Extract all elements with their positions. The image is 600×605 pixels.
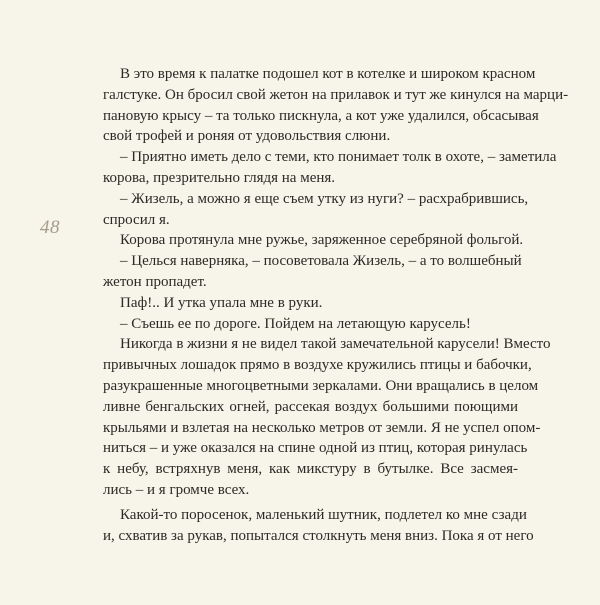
text-line: – Жизель, а можно я еще съем утку из нуги? – расхрабрившись, <box>120 190 529 207</box>
text-line: к небу, встряхнув меня, как микстуру в бутылке. Все засмея- <box>103 461 518 478</box>
text-line: свой трофей и роняя от удовольствия слюни. <box>103 128 391 145</box>
text-line: крыльями и взлетая на несколько метров от земли. Я не успел опом- <box>103 419 541 436</box>
text-line: ливне бенгальских огней, рассекая воздух большими поющими <box>103 398 518 415</box>
page-number: 48 <box>40 217 60 238</box>
body-text <box>103 64 569 546</box>
text-line: лись – и я громче всех. <box>103 481 250 498</box>
text-line: – Съешь ее по дороге. Пойдем на летающую карусель! <box>120 315 471 332</box>
text-line: В это время к палатке подошел кот в котелке и широком красном <box>120 66 536 82</box>
text-line: спросил я. <box>103 211 170 228</box>
text-line: Паф!.. И утка упала мне в руки. <box>120 294 323 311</box>
text-line: галстуке. Он бросил свой жетон на прилавок и тут же кинулся на марци- <box>103 86 569 103</box>
text-line: – Приятно иметь дело с теми, кто понимает толк в охоте, – заметила <box>120 149 557 166</box>
text-line: привычных лошадок прямо в воздухе кружились птицы и бабочки, <box>103 357 532 374</box>
text-line: пановую крысу – та только пискнула, а кот уже удалился, обсасывая <box>103 107 539 124</box>
text-line: и, схватив за рукав, попытался столкнуть меня вниз. Пока я от него <box>103 527 534 544</box>
text-line: корова, презрительно глядя на меня. <box>103 169 336 186</box>
text-line: Корова протянула мне ружье, заряженное серебряной фольгой. <box>120 232 524 249</box>
text-line: ниться – и уже оказался на спине одной из птиц, которая ринулась <box>103 440 528 457</box>
text-line: – Целься наверняка, – посоветовала Жизель, – а то волшебный <box>120 253 522 270</box>
text-line: Никогда в жизни я не видел такой замечательной карусели! Вместо <box>120 336 551 353</box>
text-line: разукрашенные многоцветными зеркалами. Они вращались в целом <box>103 377 539 394</box>
text-line: Какой-то поросенок, маленький шутник, подлетел ко мне сзади <box>120 506 527 523</box>
text-line: жетон пропадет. <box>103 273 207 290</box>
